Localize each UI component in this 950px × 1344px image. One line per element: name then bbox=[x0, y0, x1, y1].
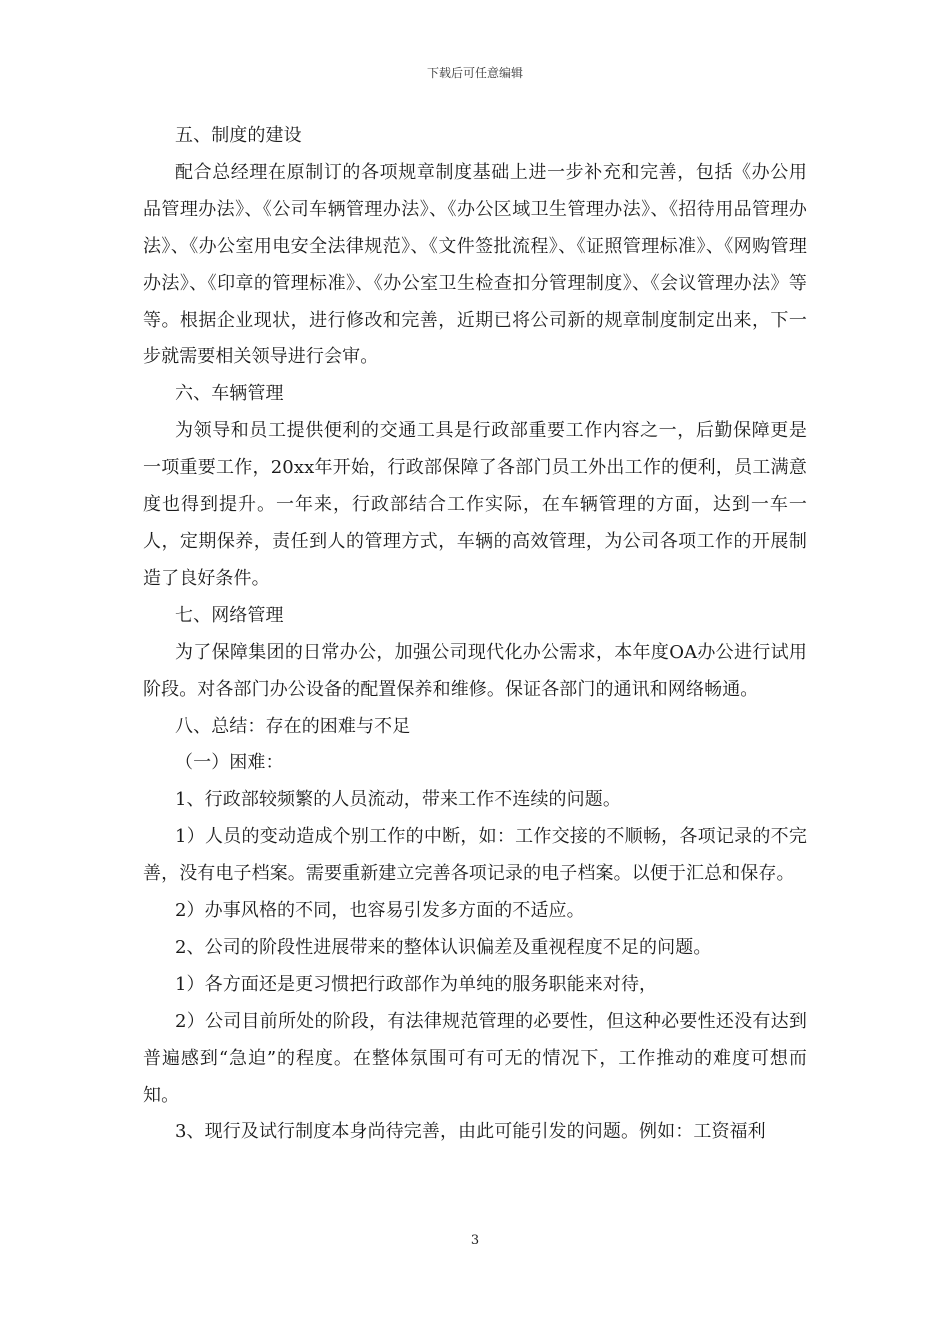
paragraph: 3、现行及试行制度本身尚待完善，由此可能引发的问题。例如：工资福利 bbox=[175, 1121, 766, 1143]
sub-heading: （一）困难： bbox=[175, 752, 284, 774]
paragraph: 为了保障集团的日常办公，加强公司现代化办公需求，本年度OA办公进行试用阶段。对各部门办公设备的配置保养和维修。保证各部门的通讯和网络畅通。 bbox=[143, 641, 807, 700]
paragraph: 配合总经理在原制订的各项规章制度基础上进一步补充和完善，包括《办公用品管理办法》、《公司车辆管理办法》、《办公区域卫生管理办法》、《招待用品管理办法》、《办公室用电安全法律规范》、《文件签批流程》、《证照管理标准》、《网购管理办法》、《印章的管理标准》、《办公室卫生检查扣分管理制度》、《会议管理办法》等等。根据企业现状，进行修改和完善，近期已将公司新的规章制度制定出来，下一步就需要相关领导进行会审。 bbox=[143, 161, 807, 368]
paragraph: 2）办事风格的不同，也容易引发多方面的不适应。 bbox=[175, 900, 585, 922]
section-heading: 五、制度的建设 bbox=[175, 125, 302, 146]
paragraph: 1）人员的变动造成个别工作的中断，如：工作交接的不顺畅，各项记录的不完善，没有电子档案。需要重新建立完善各项记录的电子档案。以便于汇总和保存。 bbox=[143, 826, 807, 885]
paragraph: 2、公司的阶段性进展带来的整体认识偏差及重视程度不足的问题。 bbox=[175, 936, 712, 958]
paragraph: 为领导和员工提供便利的交通工具是行政部重要工作内容之一，后勤保障更是一项重要工作，20xx年开始，行政部保障了各部门员工外出工作的便利，员工满意度也得到提升。一年来，行政部结合工作实际，在车辆管理的方面，达到一车一人，定期保养，责任到人的管理方式，车辆的高效管理，为公司各项工作的开展制造了良好条件。 bbox=[143, 420, 807, 589]
paragraph: 2）公司目前所处的阶段，有法律规范管理的必要性，但这种必要性还没有达到普遍感到“急迫”的程度。在整体氛围可有可无的情况下，工作推动的难度可想而知。 bbox=[143, 1010, 807, 1106]
paragraph: 1、行政部较频繁的人员流动，带来工作不连续的问题。 bbox=[175, 789, 621, 811]
section-heading: 八、总结：存在的困难与不足 bbox=[175, 715, 411, 737]
paragraph: 1）各方面还是更习惯把行政部作为单纯的服务职能来对待， bbox=[175, 973, 658, 995]
section-heading: 七、网络管理 bbox=[175, 604, 284, 626]
page-number: 3 bbox=[470, 1233, 480, 1248]
page-header: 下载后可任意编辑 bbox=[426, 66, 523, 80]
section-heading: 六、车辆管理 bbox=[175, 383, 284, 405]
document-body bbox=[143, 118, 807, 1151]
